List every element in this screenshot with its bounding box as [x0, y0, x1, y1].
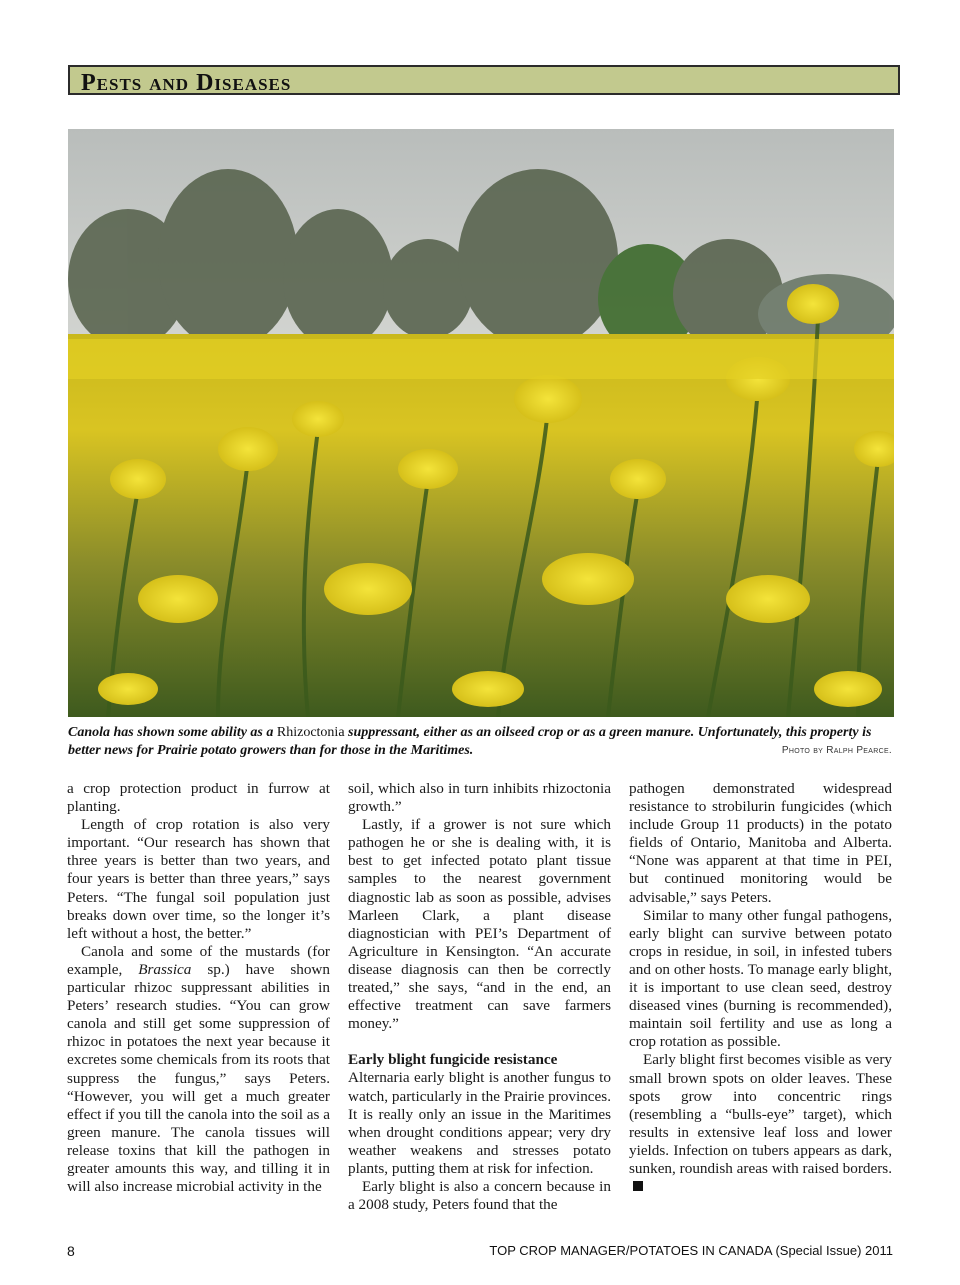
end-of-article-mark: [633, 1181, 643, 1191]
paragraph: [67, 943, 330, 1196]
article-column-1: [67, 780, 330, 1196]
photo-credit: Photo by Ralph Pearce.: [781, 745, 892, 756]
paragraph: pathogen demonstrated widespread resistance to strobilurin fungicides (which include Group 11 products) in the potato fields of Ontario, Manitoba and Alberta. “None was apparent at that time in PEI, but continued monitoring would be advisable,” says Peters.: [629, 780, 892, 906]
photo-caption: [68, 724, 894, 760]
canola-field-photo: [68, 129, 894, 717]
subheading: Early blight fungicide resistance: [348, 1051, 558, 1069]
paragraph: Similar to many other fungal pathogens, early blight can survive between potato crops in residue, in soil, in infested tubers and on other hosts. To manage early blight, it is important to use clean seed, destroy diseased vines (burning is recommended), maintain soil fertility and use as long a crop rotation as possible.: [629, 906, 892, 1051]
paragraph: Early blight is also a concern because in a 2008 study, Peters found that the: [348, 1177, 611, 1214]
paragraph-text: Early blight first becomes visible as very small brown spots on older leaves. These spots grow into concentric rings (resembling a “bulls-eye” target), which results in extensive leaf loss and lower yields. Infection on tubers appears as dark, sunken, roundish areas with raised borders.: [629, 1051, 892, 1177]
caption-text-1: Canola has shown some ability as a: [68, 725, 277, 740]
section-title: Pests and Diseases: [81, 70, 292, 96]
photo-illustration: [68, 129, 894, 717]
paragraph: Length of crop rotation is also very important. “Our research has shown that three years is better than two years, and four years is better than three years,” says Peters. “The fungal soil population just breaks down over time, so the longer it’s left without a host, the better.”: [67, 816, 330, 942]
distant-bloom-band: [68, 339, 894, 379]
publication-footer: TOP CROP MANAGER/POTATOES IN CANADA (Special Issue) 2011: [489, 1243, 893, 1258]
caption-text-2: suppressant, either as an oilseed crop or as a green manure. Unfortunately, this property is better news for Prairie potato growers than for those in the Maritimes.: [68, 725, 872, 758]
paragraph-text: sp.) have shown particular rhizoc suppressant abilities in Peters’ research studies. “You can grow canola and still get some suppression of rhizoc in potatoes the next year because it excretes some chemicals from its roots that suppress the fungus,” says Peters. “However, you will get a much greater effect if you till the canola into the soil as a green manure. The canola tissues will release toxins that kill the pathogen in greater amounts this way, and tilling it in will also increase microbial activity in the: [67, 960, 330, 1196]
article-column-2: [348, 780, 611, 1214]
section-header-bar: [68, 65, 900, 95]
paragraph: Lastly, if a grower is not sure which pathogen he or she is dealing with, it is best to get infected potato plant tissue samples to the nearest government diagnostic lab as soon as possible, advises Marleen Clark, a plant disease diagnostician with PEI’s Department of Agriculture in Kensington. “An accurate disease diagnosis can then be correctly treated,” she says, “and in the end, an effective treatment can save farmers money.”: [348, 816, 611, 1033]
italic-taxon: Brassica: [138, 960, 192, 978]
paragraph: [629, 1051, 892, 1196]
article-column-3: [629, 780, 892, 1196]
caption-taxon: Rhizoctonia: [276, 725, 345, 740]
paragraph-text: Canola and some of the mustards (for example,: [67, 942, 330, 978]
paragraph: Alternaria early blight is another fungus to watch, particularly in the Prairie provinces. It is really only an issue in the Maritimes when drought conditions appear; very dry weather weakens and stresses potato plants, putting them at risk for infection.: [348, 1069, 611, 1177]
page-number: 8: [67, 1243, 75, 1259]
paragraph: soil, which also in turn inhibits rhizoctonia growth.”: [348, 780, 611, 816]
paragraph: a crop protection product in furrow at planting.: [67, 780, 330, 816]
